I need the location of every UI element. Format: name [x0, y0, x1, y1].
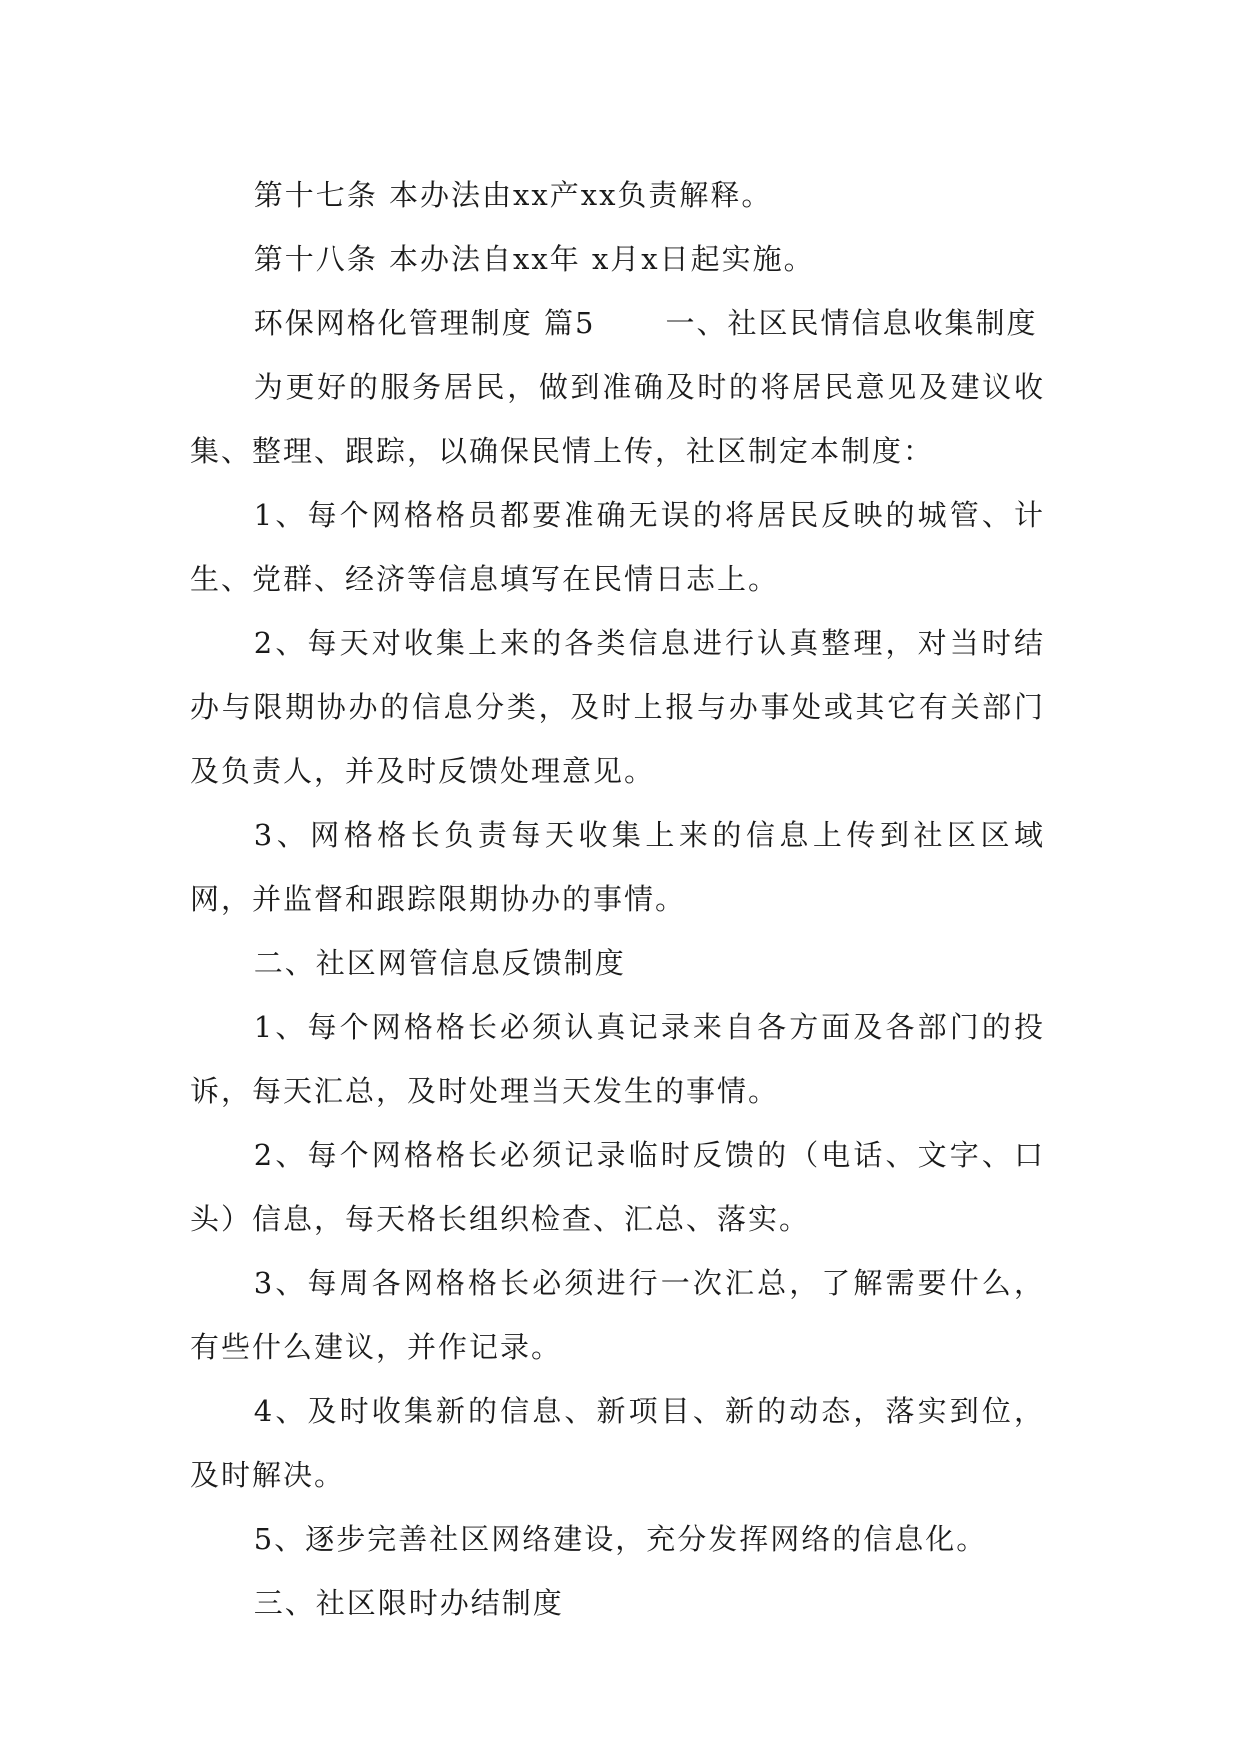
- intro-paragraph: 为更好的服务居民，做到准确及时的将居民意见及建议收集、整理、跟踪，以确保民情上传，社区制定本制度：: [190, 370, 1045, 468]
- section-one-item-1: 1、每个网格格员都要准确无误的将居民反映的城管、计生、党群、经济等信息填写在民情日志上。: [190, 498, 1045, 596]
- section-three-title: 三、社区限时办结制度: [253, 1586, 564, 1620]
- section-two-item-2: 2、每个网格格长必须记录临时反馈的（电话、文字、口头）信息，每天格长组织检查、汇总、落实。: [190, 1138, 1045, 1236]
- section-two-title: 二、社区网管信息反馈制度: [253, 946, 626, 980]
- section-two-item-1: 1、每个网格格长必须认真记录来自各方面及各部门的投诉，每天汇总，及时处理当天发生的事情。: [190, 1010, 1045, 1108]
- article-17: 第十七条 本办法由xx产xx负责解释。: [253, 178, 773, 212]
- section-one-item-2: 2、每天对收集上来的各类信息进行认真整理，对当时结办与限期协办的信息分类，及时上报与办事处或其它有关部门及负责人，并及时反馈处理意见。: [190, 626, 1045, 788]
- section-one-title: 一、社区民情信息收集制度: [665, 306, 1038, 340]
- article-18: 第十八条 本办法自xx年 x月x日起实施。: [253, 242, 815, 276]
- section-title-line: [190, 291, 1045, 355]
- document-body: [190, 163, 1045, 1635]
- chapter-title: 环保网格化管理制度 篇5: [253, 306, 596, 340]
- section-two-item-5: 5、逐步完善社区网络建设，充分发挥网络的信息化。: [253, 1522, 988, 1556]
- section-two-item-4: 4、及时收集新的信息、新项目、新的动态，落实到位，及时解决。: [190, 1394, 1045, 1492]
- section-two-item-3: 3、每周各网格格长必须进行一次汇总，了解需要什么，有些什么建议，并作记录。: [190, 1266, 1045, 1364]
- section-one-item-3: 3、网格格长负责每天收集上来的信息上传到社区区域网，并监督和跟踪限期协办的事情。: [190, 818, 1045, 916]
